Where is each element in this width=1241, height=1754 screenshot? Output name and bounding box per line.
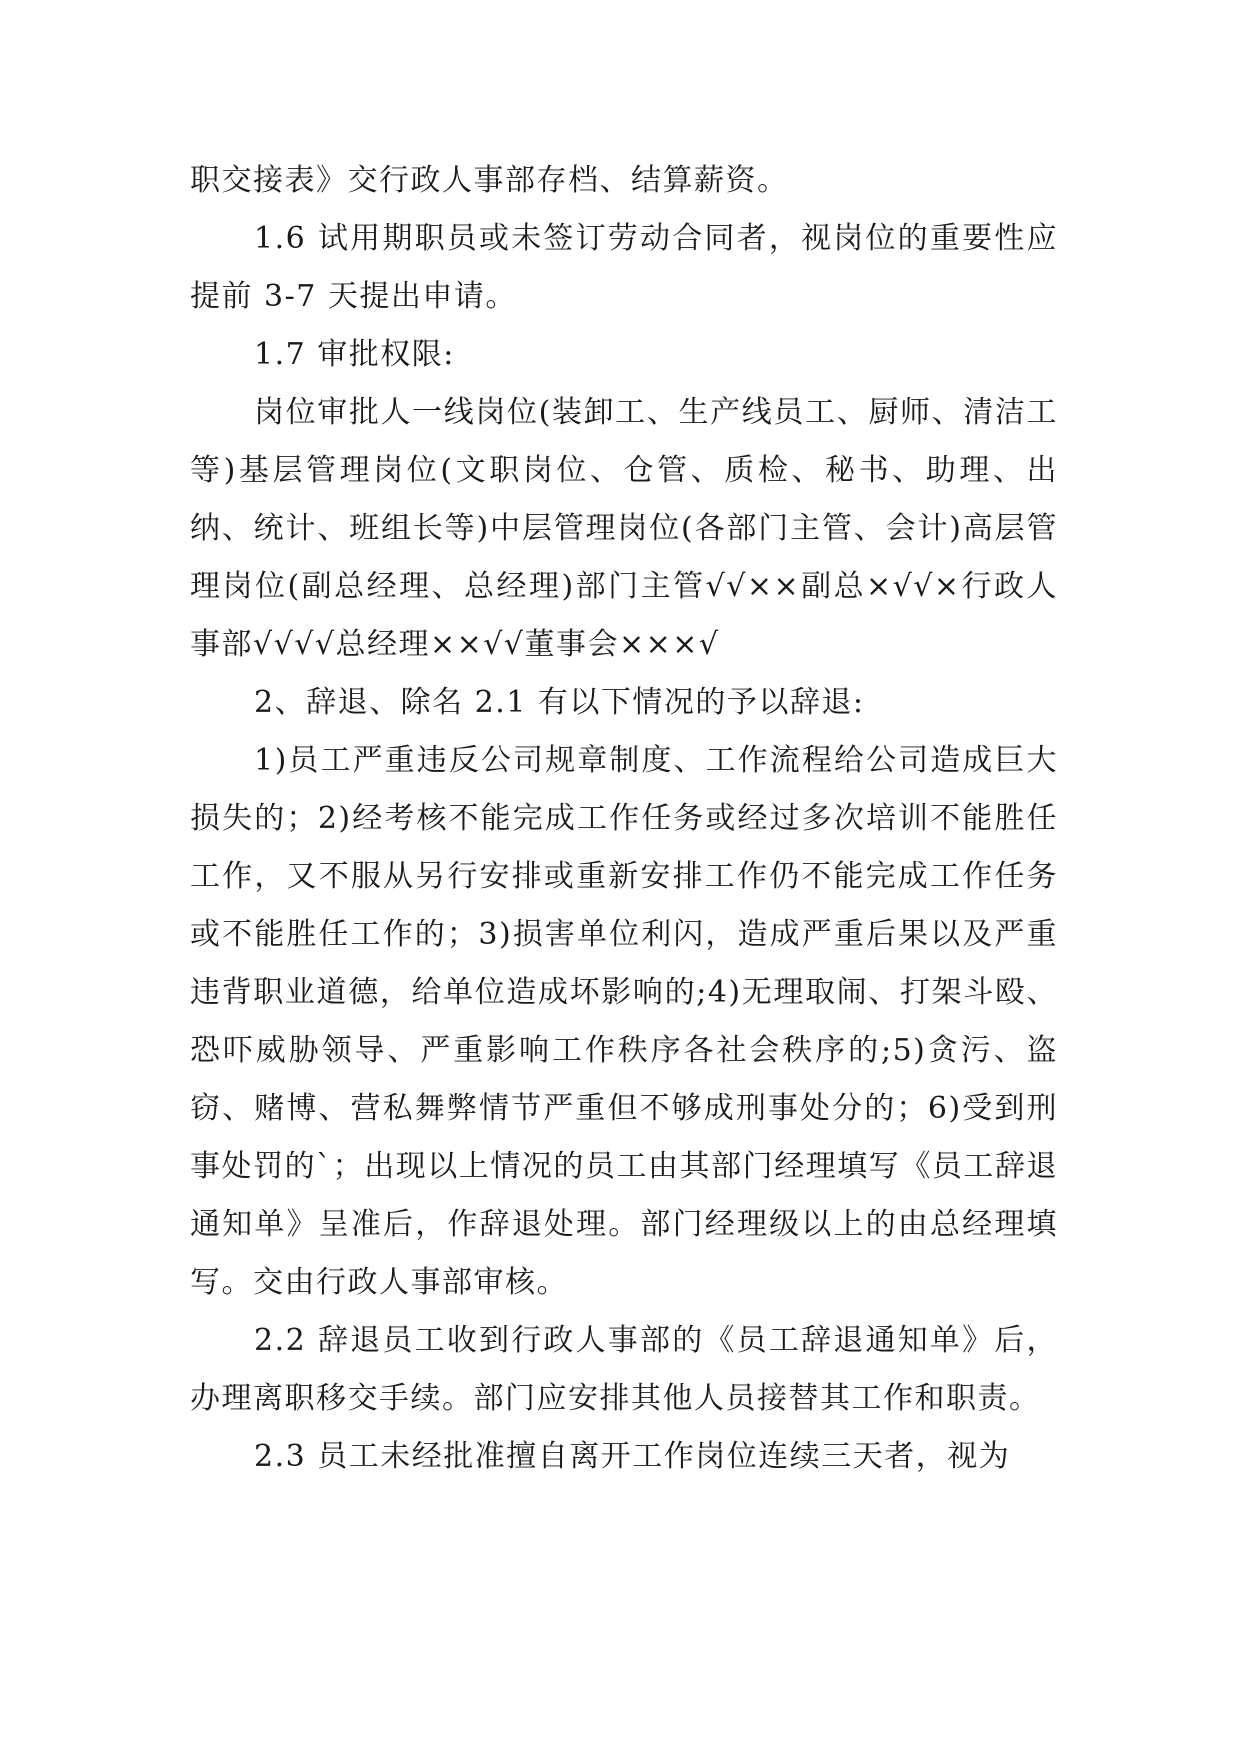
paragraph-2-dismissal-heading: 2、辞退、除名 2.1 有以下情况的予以辞退: — [254, 685, 865, 720]
document-body — [190, 152, 1058, 1486]
paragraph-1-6-probation: 1.6 试用期职员或未签订劳动合同者，视岗位的重要性应提前 3-7 天提出申请。 — [190, 221, 1058, 314]
paragraph-handover-archive: 职交接表》交行政人事部存档、结算薪资。 — [190, 163, 789, 198]
paragraph-dismissal-conditions: 1)员工严重违反公司规章制度、工作流程给公司造成巨大损失的；2)经考核不能完成工作任务或经过多次培训不能胜任工作，又不服从另行安排或重新安排工作仍不能完成工作任务或不能胜任工作的；3)损害单位利闪，造成严重后果以及严重违背职业道德，给单位造成坏影响的;4)无理取闹、打架斗殴、恐吓威胁领导、严重影响工作秩序各社会秩序的;5)贪污、盗窃、赌博、营私舞弊情节严重但不够成刑事处分的；6)受到刑事处罚的`；出现以上情况的员工由其部门经理填写《员工辞退通知单》呈准后，作辞退处理。部门经理级以上的由总经理填写。交由行政人事部审核。 — [190, 743, 1058, 1300]
paragraph-1-7-approval-heading: 1.7 审批权限: — [254, 337, 455, 372]
paragraph-2-2-handover: 2.2 辞退员工收到行政人事部的《员工辞退通知单》后，办理离职移交手续。部门应安排其他人员接替其工作和职责。 — [190, 1323, 1058, 1416]
paragraph-2-3-absence: 2.3 员工未经批准擅自离开工作岗位连续三天者，视为 — [254, 1439, 1011, 1474]
paragraph-approval-matrix: 岗位审批人一线岗位(装卸工、生产线员工、厨师、清洁工等)基层管理岗位(文职岗位、仓管、质检、秘书、助理、出纳、统计、班组长等)中层管理岗位(各部门主管、会计)高层管理岗位(副总经理、总经理)部门主管√√××副总×√√×行政人事部√√√√总经理××√√董事会×××√ — [190, 395, 1058, 662]
